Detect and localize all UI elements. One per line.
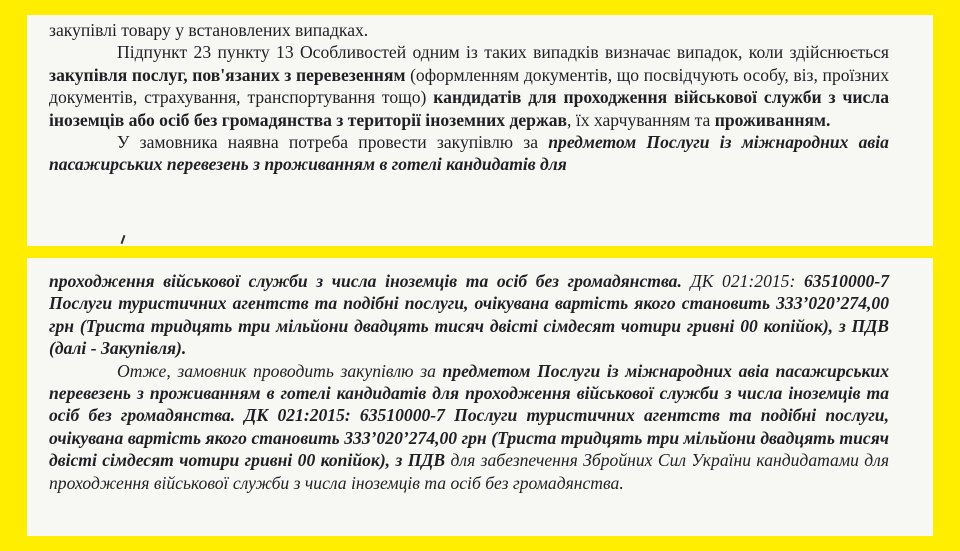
text-run-bold: закупівля послуг, пов'язаних з перевезенням	[49, 64, 406, 85]
text-run: (оформленням документів, що посвідчують особу, віз, проїзних документів, страхування, транспортування тощо)	[49, 64, 890, 108]
paragraph-conclusion	[49, 360, 889, 494]
text-run-bold-italic: проходження військової служби з числа іноземців та осіб без громадянства.	[49, 271, 682, 291]
text-run-bold-italic: предметом Послуги із міжнародних авіа пасажирських перевезень з проживанням в готелі кандидатів для проходження військової служби з числа іноземців та осіб без громадянства. ДК 021:2015: 63510000-7 Послуги туристичних агентств та подібні послуги, очікувана вартість якого становить 333’020’274,00 грн (Триста тридцять три мільйони двадцять тисяч двісті сімдесят чотири гривні 00 копійок), з ПДВ	[49, 360, 889, 471]
document-fragment-bottom	[27, 258, 933, 536]
paragraph-subclause-23	[49, 41, 889, 131]
text-run: У замовника наявна потреба провести закупівлю за	[117, 132, 549, 153]
paragraph-subject-continuation	[49, 270, 889, 360]
text-run-bold: проживанням.	[714, 109, 831, 130]
text-run: , їх харчуванням та	[567, 109, 715, 130]
text-run-bold: кандидатів для проходження військової служби з числа іноземців або осіб без громадянства з території іноземних держав	[49, 87, 890, 130]
document-fragment-top	[27, 15, 933, 246]
paragraph-continuation	[49, 19, 889, 41]
text-run-bold-italic: предметом Послуги із міжнародних авіа пасажирських перевезень з проживанням в готелі кандидатів для	[49, 132, 889, 175]
text-run: закупівлі товару у встановлених випадках.	[49, 20, 369, 40]
pen-mark	[121, 235, 126, 244]
text-run-italic: Отже, замовник проводить закупівлю за	[117, 360, 443, 381]
text-run-italic: ДК 021:2015:	[681, 271, 804, 291]
paragraph-customer-need	[49, 131, 889, 176]
text-run-bold-italic: 63510000-7 Послуги туристичних агентств та подібні послуги, очікувана вартість якого становить 333’020’274,00 грн (Триста тридцять три мільйони двадцять тисяч двісті сімдесят чотири гривні 00 копійок), з ПДВ (далі - Закупівля).	[49, 271, 889, 359]
text-run: Підпункт 23 пункту 13 Особливостей одним із таких випадків визначає випадок, коли здійснюється	[117, 42, 889, 63]
text-run-italic: для забезпечення Збройних Сил України кандидатами для проходження військової служби з числа іноземців та осіб без громадянства.	[49, 450, 889, 493]
